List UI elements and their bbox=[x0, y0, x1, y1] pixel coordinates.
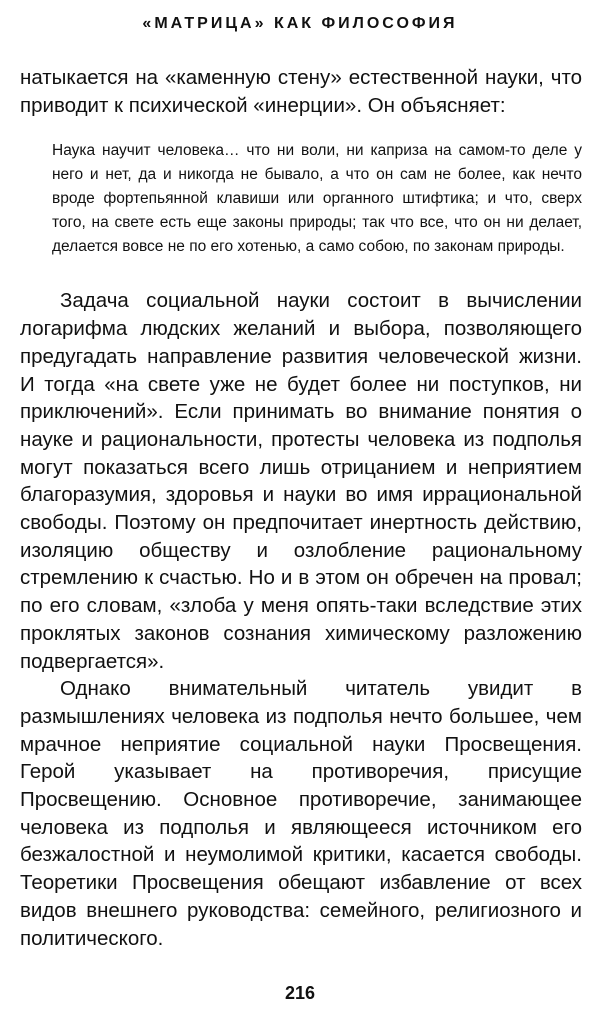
page-number: 216 bbox=[284, 983, 316, 1003]
paragraph-2: Задача социальной науки состоит в вычислении логарифма людских желаний и выбора, позволяющего предугадать направление развития человеческой жизни. И тогда «на свете уже не будет более ни поступков, ни приключений». Если принимать во внимание понятия о науке и рациональности, протесты человека из подполья могут показаться всего лишь отрицанием и неприятием благоразумия, здоровья и науки во имя иррациональной свободы. Поэтому он предпочитает инертность действию, изоляцию обществу и озлобление рациональному стремлению к счастью. Но и в этом он обречен на провал; по его словам, «злоба у меня опять-таки вследствие этих проклятых законов сознания химическому разложению подвергается». bbox=[20, 289, 582, 673]
running-head: «МАТРИЦА» КАК ФИЛОСОФИЯ bbox=[142, 15, 458, 32]
paragraph-3: Однако внимательный читатель увидит в размышлениях человека из подполья нечто большее, чем мрачное неприятие социальной науки Просвещения. Герой указывает на противоречия, присущие Просвещению. Основное противоречие, занимающее человека из подполья и являющееся источником его безжалостной и неумолимой критики, касается свободы. Теоретики Просвещения обещают избавление от всех видов внешнего руководства: семейного, религиозного и политического. bbox=[20, 677, 582, 950]
body-text bbox=[20, 64, 582, 952]
block-quote: Наука научит человека… что ни воли, ни каприза на самом-то деле у него и нет, да и никогда не бывало, а что он сам не более, как нечто вроде фортепьянной клавиши или органного штифтика; и что, сверх того, на свете есть еще законы природы; так что все, что он ни делает, делается вовсе не по его хотенью, а само собою, по законам природы. bbox=[52, 142, 582, 256]
paragraph-intro: натыкается на «каменную стену» естественной науки, что приводит к психической «инерции». Он объясняет: bbox=[20, 66, 582, 117]
